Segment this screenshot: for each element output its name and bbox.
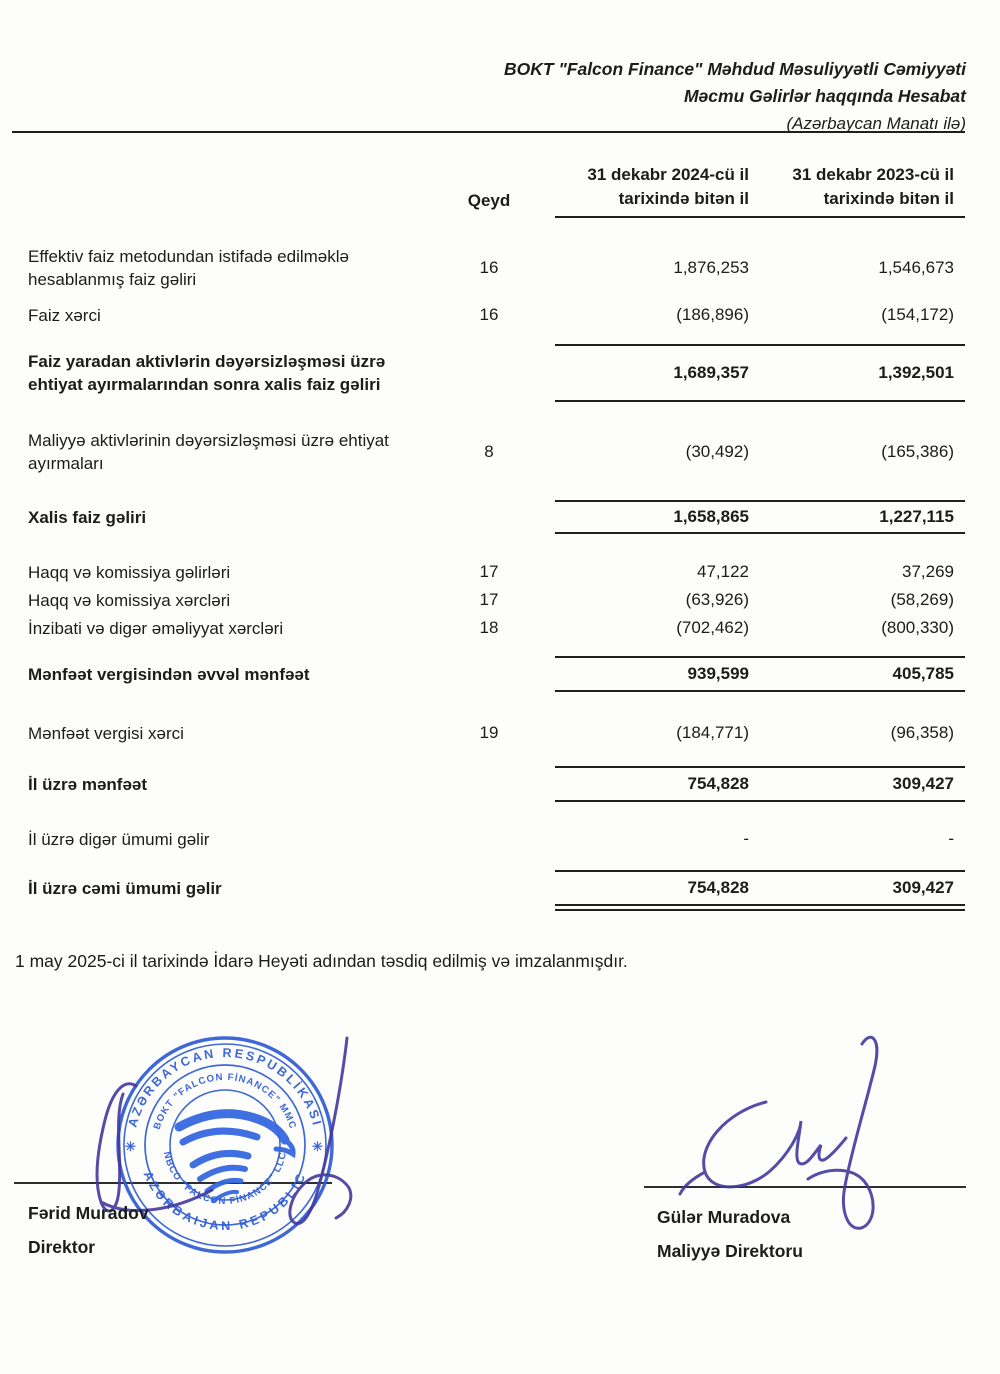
table-row [28,614,957,642]
row-value-2024: (186,896) [676,305,749,324]
currency-note: (Azərbaycan Manatı ilə) [786,114,966,133]
row-label: Maliyyə aktivlərinin dəyərsizləşməsi üzrə ehtiyat ayırmaları [28,431,389,473]
col-header-note: Qeyd [467,191,511,210]
approval-note: 1 may 2025-ci il tarixində İdarə Heyəti adından təsdiq edilmiş və imzalanmışdır. [15,951,628,971]
table-row [28,300,957,330]
table-row [28,502,957,532]
row-value-2024: - [743,829,749,848]
col-header-2024: 31 dekabr 2024-cü il tarixində bitən il [587,165,749,208]
subtotal-rule [555,400,965,402]
row-value-2024: 1,689,357 [673,363,749,382]
company-name: BOKT "Falcon Finance" Məhdud Məsuliyyətli Cəmiyyəti [504,59,966,79]
row-value-2023: (154,172) [881,305,954,324]
row-note: 16 [479,305,499,324]
row-value-2024: 754,828 [687,878,749,897]
stamp-text-inner-top: BOKT "FALCON FİNANCE" MMC [151,1071,299,1131]
row-value-2023: - [948,829,954,848]
table-row [28,428,957,476]
signatory-name: Gülər Muradova [657,1207,791,1227]
stamp-text-outer-top: AZƏRBAYCAN RESPUBLİKASI [125,1045,325,1129]
row-value-2023: 309,427 [892,878,954,897]
stamp-text-inner-bottom: NBCO "FALCON FİNANCE" LLC [160,1150,290,1208]
row-label: Effektiv faiz metodundan istifadə edilməklə hesablanmış faiz gəliri [28,247,349,289]
row-value-2024: (63,926) [685,590,749,609]
signature-line-right [644,1186,966,1188]
row-value-2023: 1,392,501 [878,363,954,382]
row-label: İl üzrə mənfəət [28,774,148,794]
row-value-2023: (58,269) [890,590,954,609]
row-value-2023: 309,427 [892,774,954,793]
row-value-2024: (184,771) [676,723,749,742]
row-value-2023: (96,358) [890,723,954,742]
subtotal-rule [555,690,965,692]
stamp-star-left: ✳ [125,1139,136,1154]
row-note: 19 [479,723,499,742]
row-label: İl üzrə digər ümumi gəlir [28,829,210,849]
row-note: 17 [479,562,499,581]
signatory-name: Fərid Muradov [28,1203,149,1223]
row-value-2023: (165,386) [881,442,954,461]
row-value-2023: 1,546,673 [878,258,954,277]
row-note: 8 [484,442,494,461]
table-row [28,586,957,614]
row-note: 18 [479,618,499,637]
row-label: Xalis faiz gəliri [28,507,147,527]
row-value-2024: 47,122 [697,562,749,581]
row-value-2024: 939,599 [687,664,749,683]
stamp-text-outer-bottom: AZƏRBAIJAN REPUBLIC [140,1168,310,1234]
table-row [28,346,957,400]
row-label: Mənfəət vergisindən əvvəl mənfəət [28,664,310,684]
row-value-2023: (800,330) [881,618,954,637]
row-label: Faiz yaradan aktivlərin dəyərsizləşməsi üzrə ehtiyat ayırmalarından sonra xalis faiz gəliri [28,352,386,394]
table-row [28,872,957,904]
row-label: İnzibati və digər əməliyyat xərcləri [28,618,284,638]
row-note: 17 [479,590,499,609]
column-header-underline [555,216,965,218]
table-row [28,244,957,292]
header-divider [12,131,965,133]
row-note: 16 [479,258,499,277]
row-value-2024: 1,876,253 [673,258,749,277]
row-value-2023: 405,785 [892,664,954,683]
table-header-row [28,160,957,216]
subtotal-rule [555,532,965,534]
row-value-2023: 37,269 [902,562,954,581]
row-value-2023: 1,227,115 [879,507,954,526]
col-header-2023: 31 dekabr 2023-cü il tarixində bitən il [792,165,954,208]
signatory-title: Maliyyə Direktoru [657,1241,803,1261]
stamp-star-right: ✳ [312,1139,323,1154]
signatory-right [657,1200,803,1268]
grand-total-double-rule [555,904,965,911]
document-header [504,56,966,137]
table-row [28,658,957,690]
row-value-2024: 754,828 [687,774,749,793]
row-value-2024: 1,658,865 [673,507,749,526]
table-row [28,768,957,800]
income-statement-table [28,160,957,911]
signatory-left [28,1196,149,1264]
table-row [28,718,957,748]
subtotal-rule [555,800,965,802]
row-label: İl üzrə cəmi ümumi gəlir [28,878,222,898]
row-label: Mənfəət vergisi xərci [28,723,184,743]
row-label: Faiz xərci [28,305,101,325]
table-row [28,558,957,586]
row-value-2024: (702,462) [676,618,749,637]
table-row [28,824,957,854]
row-label: Haqq və komissiya gəlirləri [28,562,231,582]
row-label: Haqq və komissiya xərcləri [28,590,231,610]
report-title: Məcmu Gəlirlər haqqında Hesabat [683,86,966,106]
signatory-title: Direktor [28,1237,96,1257]
row-value-2024: (30,492) [685,442,749,461]
